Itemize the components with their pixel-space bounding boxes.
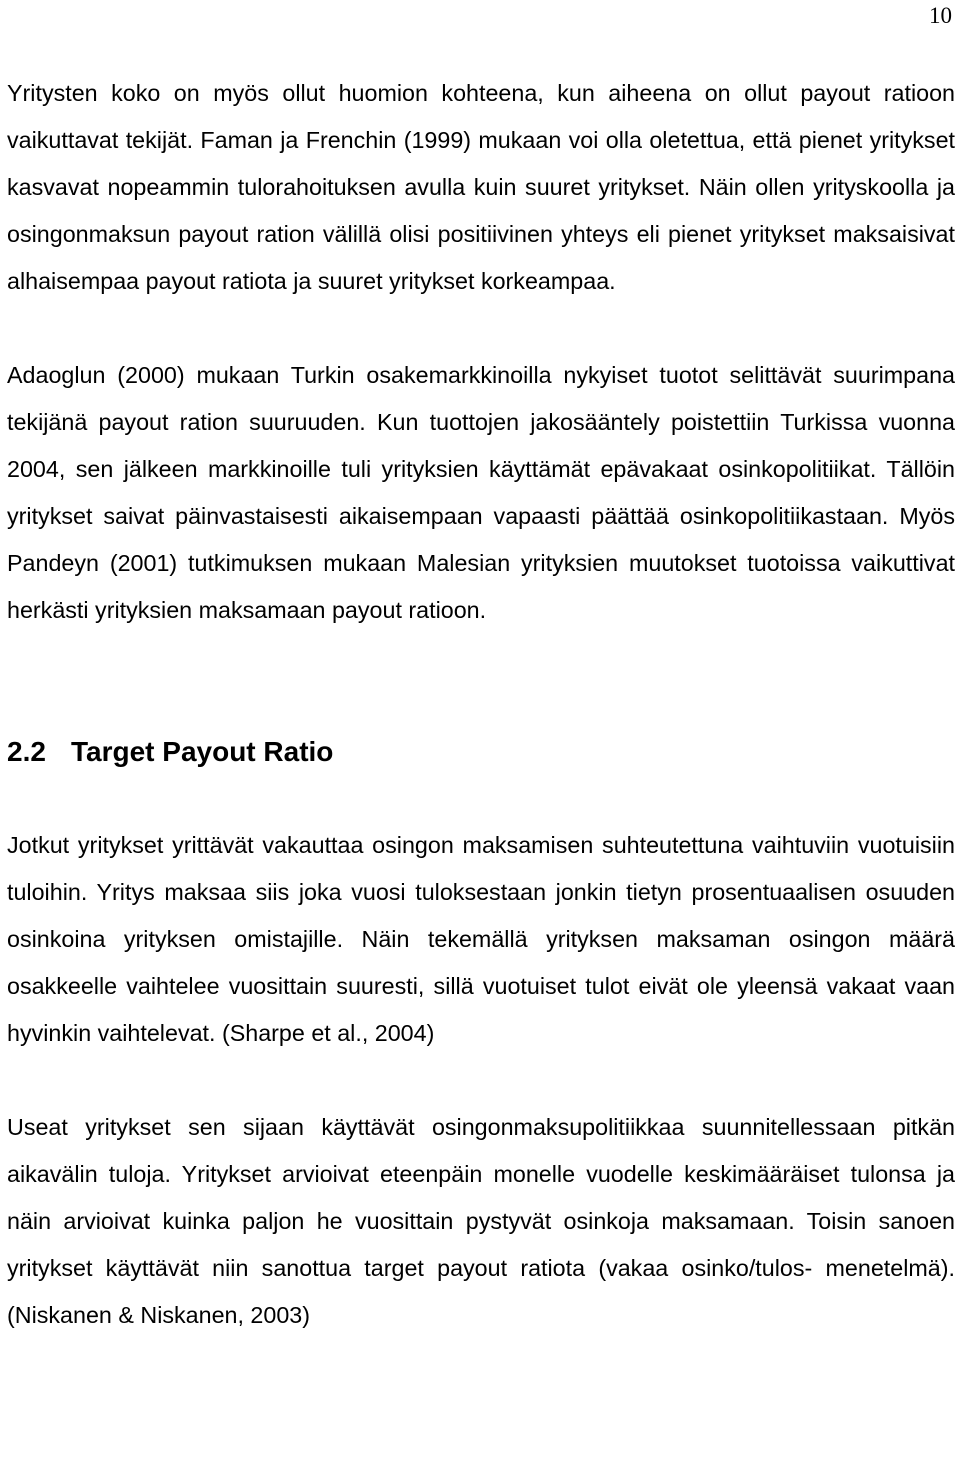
paragraph-spacer: [7, 634, 955, 681]
document-body: [7, 70, 955, 1339]
paragraph-spacer: [7, 305, 955, 352]
paragraph-spacer: [7, 1057, 955, 1104]
section-title: Target Payout Ratio: [71, 736, 334, 767]
paragraph-long-term-policy: Useat yritykset sen sijaan käyttävät osingonmaksupolitiikkaa suunnitellessaan pitkän aikavälin tuloja. Yritykset arvioivat eteenpäin monelle vuodelle keskimääräiset tulonsa ja näin arvioivat kuinka paljon he vuosittain pystyvät osinkoja maksamaan. Toisin sanoen yritykset käyttävät niin sanottua target payout ratiota (vakaa osinko/tulos- menetelmä). (Niskanen & Niskanen, 2003): [7, 1114, 955, 1328]
paragraph-stable-dividend: Jotkut yritykset yrittävät vakauttaa osingon maksamisen suhteutettuna vaihtuviin vuotuisiin tuloihin. Yritys maksaa siis joka vuosi tuloksestaan jonkin tietyn prosentuaalisen osuuden osinkoina yrityksen omistajille. Näin tekemällä yrityksen maksaman osingon määrä osakkeelle vaihtelee vuosittain suuresti, sillä vuotuiset tulot eivät ole yleensä vakaat vaan hyvinkin vaihtelevat. (Sharpe et al., 2004): [7, 832, 955, 1046]
section-heading: [7, 728, 955, 775]
page-number: 10: [929, 3, 952, 28]
section-spacer: [7, 681, 955, 728]
paragraph-company-size: Yritysten koko on myös ollut huomion kohteena, kun aiheena on ollut payout ratioon vaikuttavat tekijät. Faman ja Frenchin (1999) mukaan voi olla oletettua, että pienet yritykset kasvavat nopeammin tulorahoituksen avulla kuin suuret yritykset. Näin ollen yrityskoolla ja osingonmaksun payout ration välillä olisi positiivinen yhteys eli pienet yritykset maksaisivat alhaisempaa payout ratiota ja suuret yritykset korkeampaa.: [7, 80, 955, 294]
section-number: 2.2: [7, 736, 46, 767]
paragraph-adaoglu: Adaoglun (2000) mukaan Turkin osakemarkkinoilla nykyiset tuotot selittävät suurimpana tekijänä payout ration suuruuden. Kun tuottojen jakosääntely poistettiin Turkissa vuonna 2004, sen jälkeen markkinoille tuli yrityksien käyttämät epävakaat osinkopolitiikat. Tällöin yritykset saivat päinvastaisesti aikaisempaan vapaasti päättää osinkopolitiikastaan. Myös Pandeyn (2001) tutkimuksen mukaan Malesian yrityksien muutokset tuotoissa vaikuttivat herkästi yrityksien maksamaan payout ratioon.: [7, 362, 955, 623]
section-spacer: [7, 775, 955, 822]
